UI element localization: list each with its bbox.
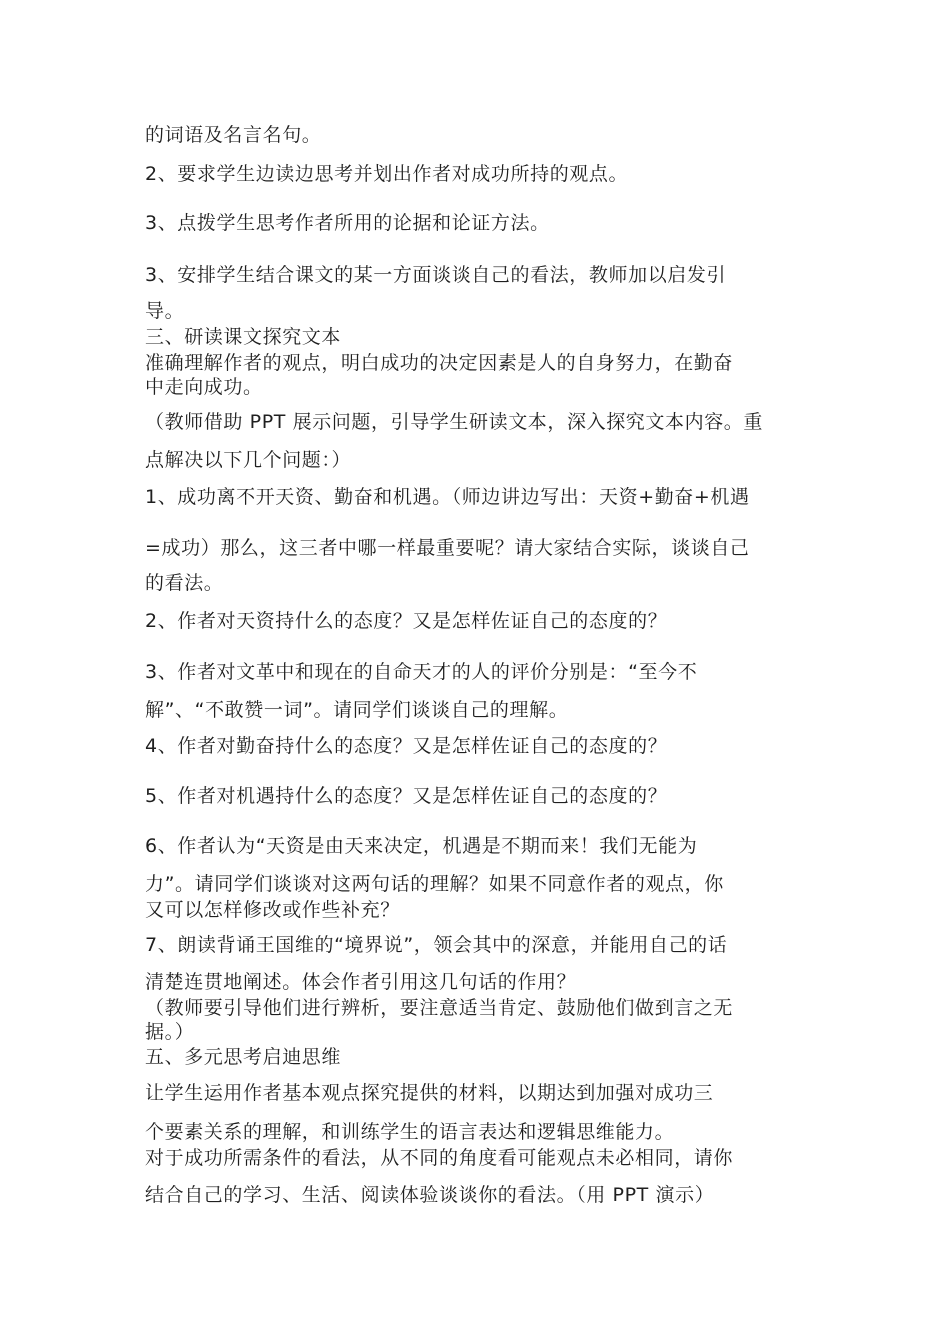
- text-line: （教师要引导他们进行辨析，要注意适当肯定、鼓励他们做到言之无: [145, 997, 734, 1019]
- text-line: 对于成功所需条件的看法，从不同的角度看可能观点未必相同，请你: [145, 1147, 734, 1169]
- text-line: 3、作者对文革中和现在的自命天才的人的评价分别是：“至今不: [145, 661, 698, 683]
- section-heading: 五、多元思考启迪思维: [145, 1046, 342, 1068]
- text-line: 导。: [145, 300, 185, 322]
- text-line: 的词语及名言名句。: [145, 124, 322, 146]
- text-line: 中走向成功。: [145, 376, 263, 398]
- text-line: 清楚连贯地阐述。体会作者引用这几句话的作用？: [145, 971, 577, 993]
- text-line: 2、要求学生边读边思考并划出作者对成功所持的观点。: [145, 163, 629, 185]
- text-line: 5、作者对机遇持什么的态度？又是怎样佐证自己的态度的？: [145, 785, 668, 807]
- text-line: 的看法。: [145, 572, 224, 594]
- text-line: 准确理解作者的观点，明白成功的决定因素是人的自身努力，在勤奋: [145, 352, 734, 374]
- text-line: =成功）那么，这三者中哪一样最重要呢？请大家结合实际，谈谈自己: [145, 537, 750, 559]
- text-line: 6、作者认为“天资是由天来决定，机遇是不期而来！我们无能为: [145, 835, 698, 857]
- text-line: 解”、“不敢赞一词”。请同学们谈谈自己的理解。: [145, 699, 569, 721]
- section-heading: 三、研读课文探究文本: [145, 326, 342, 348]
- text-line: （教师借助 PPT 展示问题，引导学生研读文本，深入探究文本内容。重: [145, 411, 764, 433]
- text-line: 个要素关系的理解，和训练学生的语言表达和逻辑思维能力。: [145, 1121, 675, 1143]
- text-line: 力”。请同学们谈谈对这两句话的理解？如果不同意作者的观点，你: [145, 873, 724, 895]
- text-line: 3、点拨学生思考作者所用的论据和论证方法。: [145, 212, 550, 234]
- text-line: 3、安排学生结合课文的某一方面谈谈自己的看法，教师加以启发引: [145, 264, 727, 286]
- text-line: 4、作者对勤奋持什么的态度？又是怎样佐证自己的态度的？: [145, 735, 668, 757]
- text-line: 7、朗读背诵王国维的“境界说”，领会其中的深意，并能用自己的话: [145, 934, 728, 956]
- text-line: 2、作者对天资持什么的态度？又是怎样佐证自己的态度的？: [145, 610, 668, 632]
- text-line: 又可以怎样修改或作些补充？: [145, 899, 400, 921]
- text-line: 让学生运用作者基本观点探究提供的材料，以期达到加强对成功三: [145, 1082, 714, 1104]
- text-line: 结合自己的学习、生活、阅读体验谈谈你的看法。（用 PPT 演示）: [145, 1184, 715, 1206]
- text-line: 1、成功离不开天资、勤奋和机遇。（师边讲边写出：天资+勤奋+机遇: [145, 486, 750, 508]
- text-line: 据。）: [145, 1021, 195, 1043]
- text-line: 点解决以下几个问题：）: [145, 449, 352, 471]
